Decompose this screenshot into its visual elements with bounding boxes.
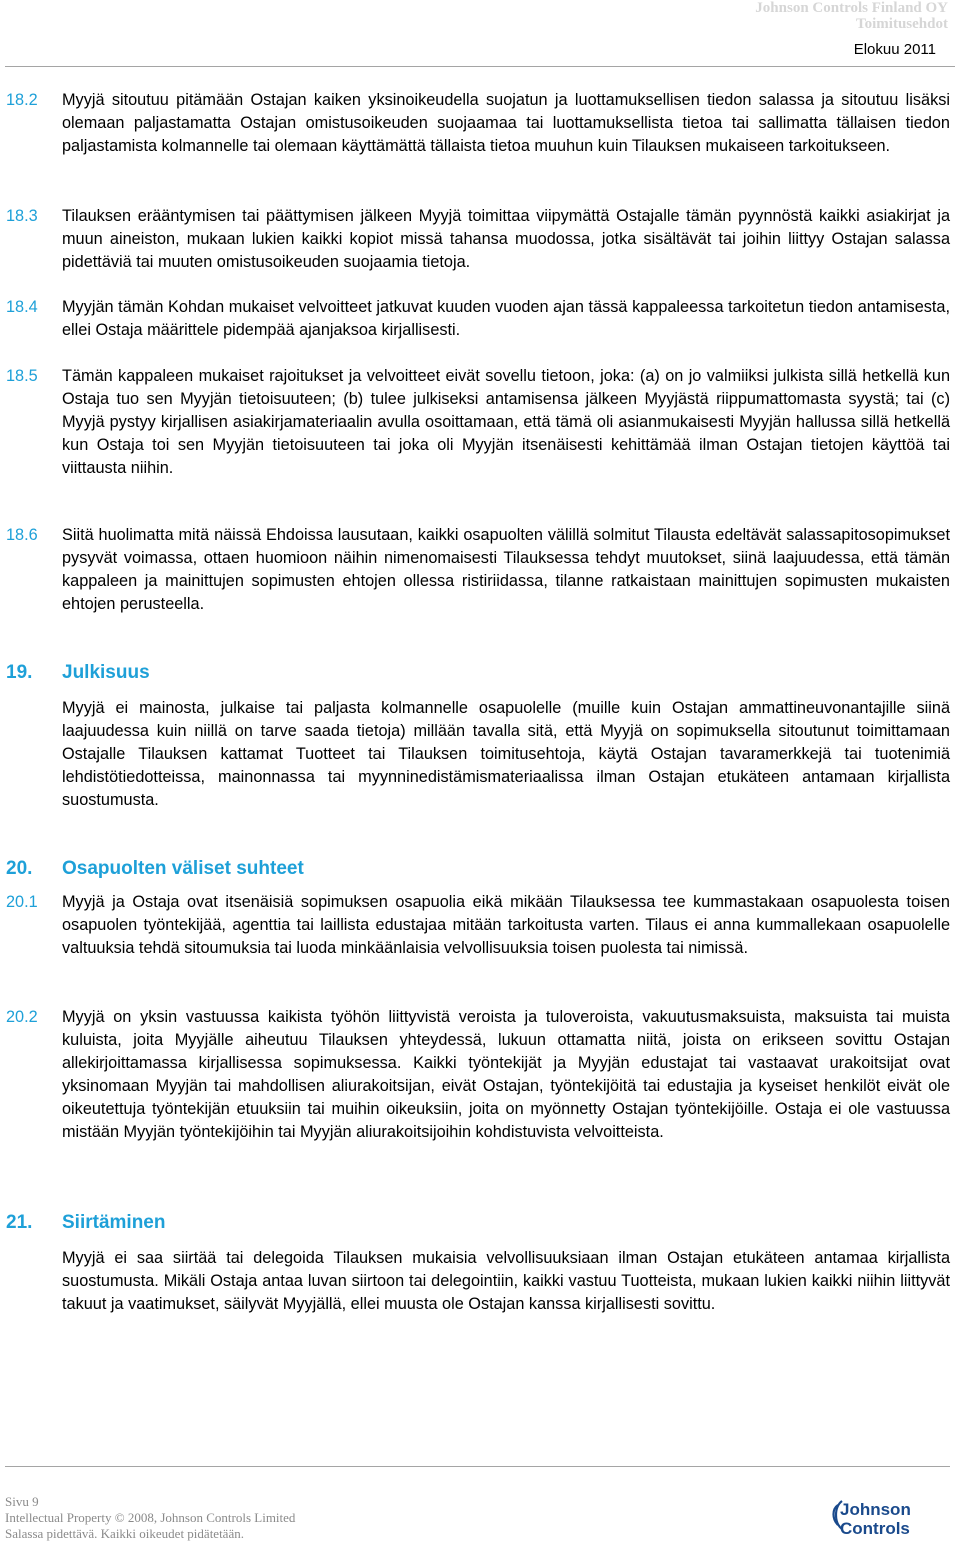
clause-number: 20.1 <box>6 893 38 911</box>
section-number: 20. <box>6 858 33 879</box>
footer-ip-notice: Intellectual Property © 2008, Johnson Controls Limited <box>5 1510 296 1525</box>
clause-text: Myyjän tämän Kohdan mukaiset velvoitteet jatkuvat kuuden vuoden ajan tässä kappaleessa tarkoitetun tiedon antamisesta, ellei Ostaja määrittele pidempää ajanjaksoa kirjallisesti. <box>62 298 950 339</box>
clause-text: Myyjä on yksin vastuussa kaikista työhön liittyvistä veroista ja tuloveroista, vakuutusmaksuista, maksuista tai muista kuluista, joita Myyjälle aiheutuu Tilauksen yhteydessä, lukuun ottamatta niitä, joista on erikseen sovittu Ostajan allekirjoittamassa kirjallisessa sopimuksessa. Kaikki työntekijät ja Myyjän edustajat tai vastaavat urakoitsijat ovat yksinomaan Myyjän tai mahdollisen aliurakoitsijan, eivät Ostajan, työntekijöitä tai edustajia ja kyseiset henkilöt eivät ole oikeutettuja työntekijän etuuksiin tai muihin oikeuksiin, joita on myönnetty Ostajan työntekijöille. Ostaja ei ole vastuussa mistään Myyjän työntekijöihin tai Myyjän aliurakoitsijoihin kohdistuvista velvoitteista. <box>62 1008 950 1141</box>
section-text: Myyjä ei mainosta, julkaise tai paljasta kolmannelle osapuolelle (muille kuin Ostajan ammattineuvonantajille siinä laajuudessa kuin niillä on tarve saada tietoja) millään tavalla sitä, että Myyjä on sopimuksella sitoutunut toimittamaan Ostajalle Tilauksen kattamat Tuotteet tai Tilauksen toimitusehtoja, käytä Ostajan tavaramerkkejä tai tuotenimiä lehdistötiedotteissa, mainonnassa tai myynninedistämismateriaalissa ilman Ostajan etukäteen antamaan kirjallista suostumusta. <box>62 699 950 809</box>
footer-page-number: Sivu 9 <box>5 1494 39 1509</box>
section-title: Osapuolten väliset suhteet <box>62 858 304 879</box>
clause-number: 18.5 <box>6 367 38 385</box>
logo-wordmark-line2: Controls <box>840 1519 910 1538</box>
header-date: Elokuu 2011 <box>853 41 936 58</box>
clause-text: Tämän kappaleen mukaiset rajoitukset ja velvoitteet eivät sovellu tietoon, joka: (a) on jo valmiiksi julkista sillä hetkellä kun Ostaja tuo sen Myyjän tietoisuuteen; (b) tulee julkiseksi antamisensa jälkeen Myyjästä riippumattomasta syystä; tai (c) Myyjä pystyy kirjallisen asiakirjamateriaalin avulla osoittamaan, että tämä oli asianmukaisesti Myyjän hallussa sillä hetkellä kun Ostaja toi sen Myyjän tietoisuuteen tai joka oli Myyjän itsenäisesti kehittämää ilman Ostajan tietojen käyttöä tai viittausta niihin. <box>62 367 950 477</box>
section-title: Siirtäminen <box>62 1212 166 1233</box>
header-company: Johnson Controls Finland OY <box>755 0 948 16</box>
section-number: 21. <box>6 1212 33 1233</box>
clause-number: 18.6 <box>6 526 38 544</box>
clause-number: 18.3 <box>6 207 38 225</box>
clause-number: 18.4 <box>6 298 38 316</box>
clause-text: Tilauksen erääntymisen tai päättymisen jälkeen Myyjä toimittaa viipymättä Ostajalle tämän pyynnöstä kaikki asiakirjat ja muun aineiston, mukaan lukien kaikki kopiot missä tahansa muodossa, jotka sisältävät tai joihin liittyy Ostajan salassa pidettäviä tai muuten omistusoikeuden suojaamia tietoja. <box>62 207 950 271</box>
section-number: 19. <box>6 662 33 683</box>
header-divider <box>5 66 955 67</box>
clause-text: Myyjä sitoutuu pitämään Ostajan kaiken yksinoikeudella suojatun ja luottamuksellisen tiedon salassa ja sitoutuu lisäksi olemaan paljastamatta Ostajan omistusoikeuden suojaamaa tai luottamuksellista tietoa tai sallimatta tällaisen tiedon paljastamista kolmannelle tai olemaan käyttämättä tällaista tietoa muuhun kuin Tilauksen mukaiseen tarkoitukseen. <box>62 91 950 155</box>
footer-divider <box>5 1466 950 1467</box>
footer-confidential: Salassa pidettävä. Kaikki oikeudet pidätetään. <box>5 1526 244 1541</box>
clause-text: Siitä huolimatta mitä näissä Ehdoissa lausutaan, kaikki osapuolten välillä solmitut Tilausta edeltävät salassapitosopimukset pysyvät voimassa, ottaen huomioon näihin nimenomaisesti Tilauksessa tehdyt muutokset, siinä laajuudessa, että tämän kappaleen ja mainittujen sopimusten ehtojen ollessa ristiriidassa, tilanne ratkaistaan mainittujen sopimusten mukaisten ehtojen perusteella. <box>62 526 950 613</box>
section-title: Julkisuus <box>62 662 150 683</box>
clause-number: 20.2 <box>6 1008 38 1026</box>
clause-number: 18.2 <box>6 91 38 109</box>
logo-wordmark-line1: Johnson <box>840 1500 911 1519</box>
johnson-controls-logo <box>828 1497 920 1539</box>
header-doc-title: Toimitusehdot <box>856 16 948 32</box>
clause-text: Myyjä ja Ostaja ovat itsenäisiä sopimuksen osapuolia eikä mikään Tilauksessa tee kummastakaan osapuolesta toisen osapuolen työntekijää, agenttia tai laillista edustajaa mitään tarkoitusta varten. Tilaus ei anna kummallekaan osapuolelle valtuuksia tehdä sitoumuksia tai luoda minkäänlaisia velvollisuuksia toisen puolesta tai nimissä. <box>62 893 950 957</box>
section-text: Myyjä ei saa siirtää tai delegoida Tilauksen mukaisia velvollisuuksiaan ilman Ostajan etukäteen antamaa kirjallista suostumusta. Mikäli Ostaja antaa luvan siirtoon tai delegointiin, kaikki vastuu Tuotteista, mukaan lukien kaikki niihin liittyvät takuut ja vaatimukset, säilyvät Myyjällä, ellei muusta ole Ostajan kanssa kirjallisesti sovittu. <box>62 1249 950 1313</box>
